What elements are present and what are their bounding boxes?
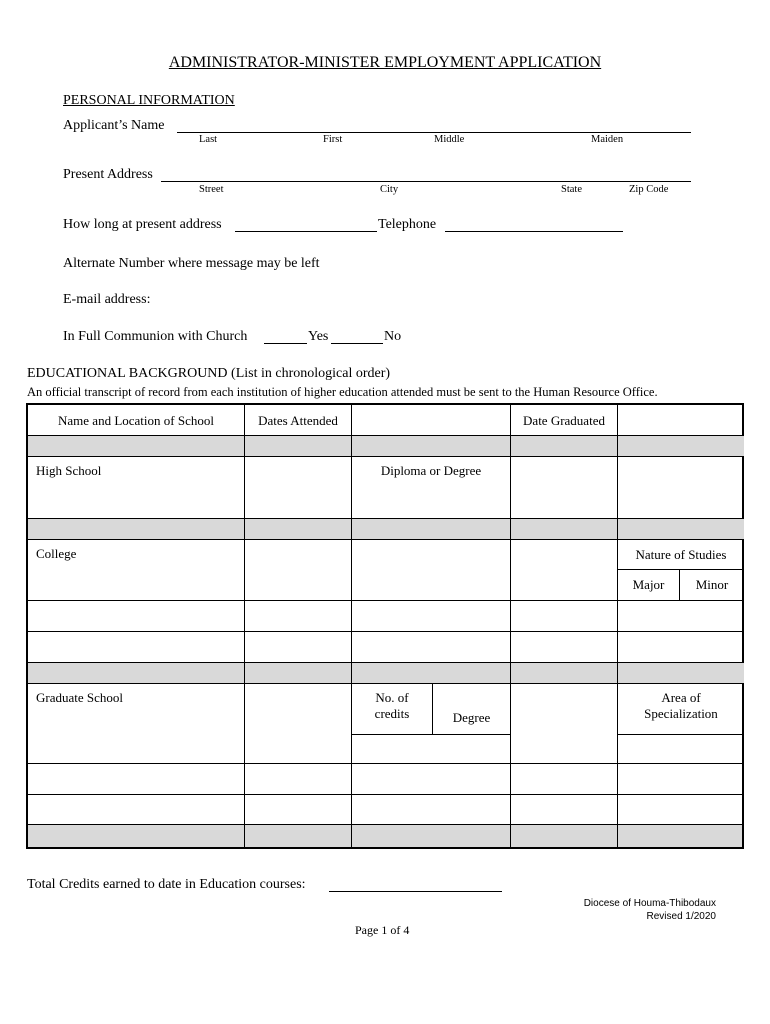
college-row-cell[interactable] xyxy=(352,601,511,632)
high-school-extra-cell[interactable] xyxy=(618,457,744,519)
grey-separator xyxy=(511,663,618,684)
personal-section-heading: PERSONAL INFORMATION xyxy=(63,93,235,108)
graduate-area-cell[interactable] xyxy=(618,735,744,764)
graduate-graduated-cell[interactable] xyxy=(511,684,618,764)
graduate-row-cell[interactable] xyxy=(511,795,618,825)
grey-separator xyxy=(618,436,744,457)
communion-no-label: No xyxy=(384,329,402,344)
grey-separator xyxy=(245,663,352,684)
address-field[interactable] xyxy=(161,181,691,182)
communion-no-field[interactable] xyxy=(331,343,383,344)
college-row-cell[interactable] xyxy=(245,601,352,632)
graduate-row-cell[interactable] xyxy=(245,795,352,825)
grey-separator xyxy=(511,825,618,847)
high-school-dates-cell[interactable] xyxy=(245,457,352,519)
graduate-row-cell[interactable] xyxy=(352,795,511,825)
grey-separator xyxy=(618,825,742,847)
name-last-caption: Last xyxy=(199,134,218,145)
telephone-label: Telephone xyxy=(378,217,437,232)
no-of-credits-label: No. of credits xyxy=(352,684,433,735)
college-row-cell[interactable] xyxy=(511,632,618,663)
graduate-row-cell[interactable] xyxy=(28,795,245,825)
address-city-caption: City xyxy=(380,184,399,195)
major-label: Major xyxy=(618,570,680,601)
communion-label: In Full Communion with Church xyxy=(63,329,248,344)
area-of-specialization-label: Area of Specialization xyxy=(618,684,744,735)
grey-separator xyxy=(618,663,744,684)
college-label: College xyxy=(28,540,245,601)
header-dates: Dates Attended xyxy=(245,405,352,436)
total-credits-label: Total Credits earned to date in Education courses: xyxy=(27,877,306,892)
grey-separator xyxy=(28,519,245,540)
grey-separator xyxy=(352,825,511,847)
degree-label: Degree xyxy=(433,684,511,735)
college-row-cell[interactable] xyxy=(245,632,352,663)
education-section-heading: EDUCATIONAL BACKGROUND (List in chronological order) xyxy=(27,366,391,381)
grey-separator xyxy=(245,825,352,847)
college-row-cell[interactable] xyxy=(618,601,744,632)
grey-separator xyxy=(28,436,245,457)
applicant-name-field[interactable] xyxy=(177,132,691,133)
graduate-row-cell[interactable] xyxy=(28,764,245,795)
high-school-graduated-cell[interactable] xyxy=(511,457,618,519)
college-row-cell[interactable] xyxy=(28,632,245,663)
grey-separator xyxy=(352,519,511,540)
email-label: E-mail address: xyxy=(63,292,151,307)
how-long-field[interactable] xyxy=(235,231,377,232)
communion-yes-field[interactable] xyxy=(264,343,307,344)
header-graduated: Date Graduated xyxy=(511,405,618,436)
college-degree-cell[interactable] xyxy=(352,540,511,601)
diocese-label: Diocese of Houma-Thibodaux xyxy=(583,898,716,909)
page-number: Page 1 of 4 xyxy=(355,923,410,937)
grey-separator xyxy=(511,436,618,457)
college-row-cell[interactable] xyxy=(511,601,618,632)
communion-yes-label: Yes xyxy=(308,329,329,344)
transcript-note: An official transcript of record from each institution of higher education attended must be sent to the Human Resource Office. xyxy=(27,385,658,399)
grey-separator xyxy=(352,663,511,684)
graduate-row-cell[interactable] xyxy=(245,764,352,795)
header-blank-cell xyxy=(618,405,744,436)
education-table xyxy=(26,403,744,849)
alternate-number-label: Alternate Number where message may be left xyxy=(63,256,320,271)
how-long-label: How long at present address xyxy=(63,217,222,232)
revised-label: Revised 1/2020 xyxy=(646,911,716,922)
college-row-cell[interactable] xyxy=(618,632,744,663)
graduate-row-cell[interactable] xyxy=(352,764,511,795)
applicant-name-label: Applicant’s Name xyxy=(63,118,165,133)
graduate-row-cell[interactable] xyxy=(618,764,744,795)
graduate-school-label: Graduate School xyxy=(28,684,245,764)
address-state-caption: State xyxy=(561,184,582,195)
minor-label: Minor xyxy=(680,570,744,601)
address-street-caption: Street xyxy=(199,184,224,195)
graduate-dates-cell[interactable] xyxy=(245,684,352,764)
grey-separator xyxy=(618,519,744,540)
graduate-row-cell[interactable] xyxy=(618,795,744,825)
grey-separator xyxy=(245,519,352,540)
college-graduated-cell[interactable] xyxy=(511,540,618,601)
graduate-row-cell[interactable] xyxy=(511,764,618,795)
grey-separator xyxy=(28,825,245,847)
grey-separator xyxy=(511,519,618,540)
address-zip-caption: Zip Code xyxy=(629,184,669,195)
header-blank-cell xyxy=(352,405,511,436)
college-dates-cell[interactable] xyxy=(245,540,352,601)
header-school: Name and Location of School xyxy=(28,405,245,436)
name-maiden-caption: Maiden xyxy=(591,134,624,145)
nature-of-studies-label: Nature of Studies xyxy=(618,540,744,570)
form-title: ADMINISTRATOR-MINISTER EMPLOYMENT APPLICATION xyxy=(168,54,602,71)
grey-separator xyxy=(245,436,352,457)
address-label: Present Address xyxy=(63,167,153,182)
total-credits-field[interactable] xyxy=(329,891,502,892)
grey-separator xyxy=(28,663,245,684)
college-row-cell[interactable] xyxy=(352,632,511,663)
grey-separator xyxy=(352,436,511,457)
name-first-caption: First xyxy=(323,134,343,145)
high-school-label: High School xyxy=(28,457,245,519)
college-row-cell[interactable] xyxy=(28,601,245,632)
telephone-field[interactable] xyxy=(445,231,623,232)
diploma-degree-label: Diploma or Degree xyxy=(352,457,511,519)
name-middle-caption: Middle xyxy=(434,134,465,145)
graduate-credits-cell[interactable] xyxy=(352,735,511,764)
